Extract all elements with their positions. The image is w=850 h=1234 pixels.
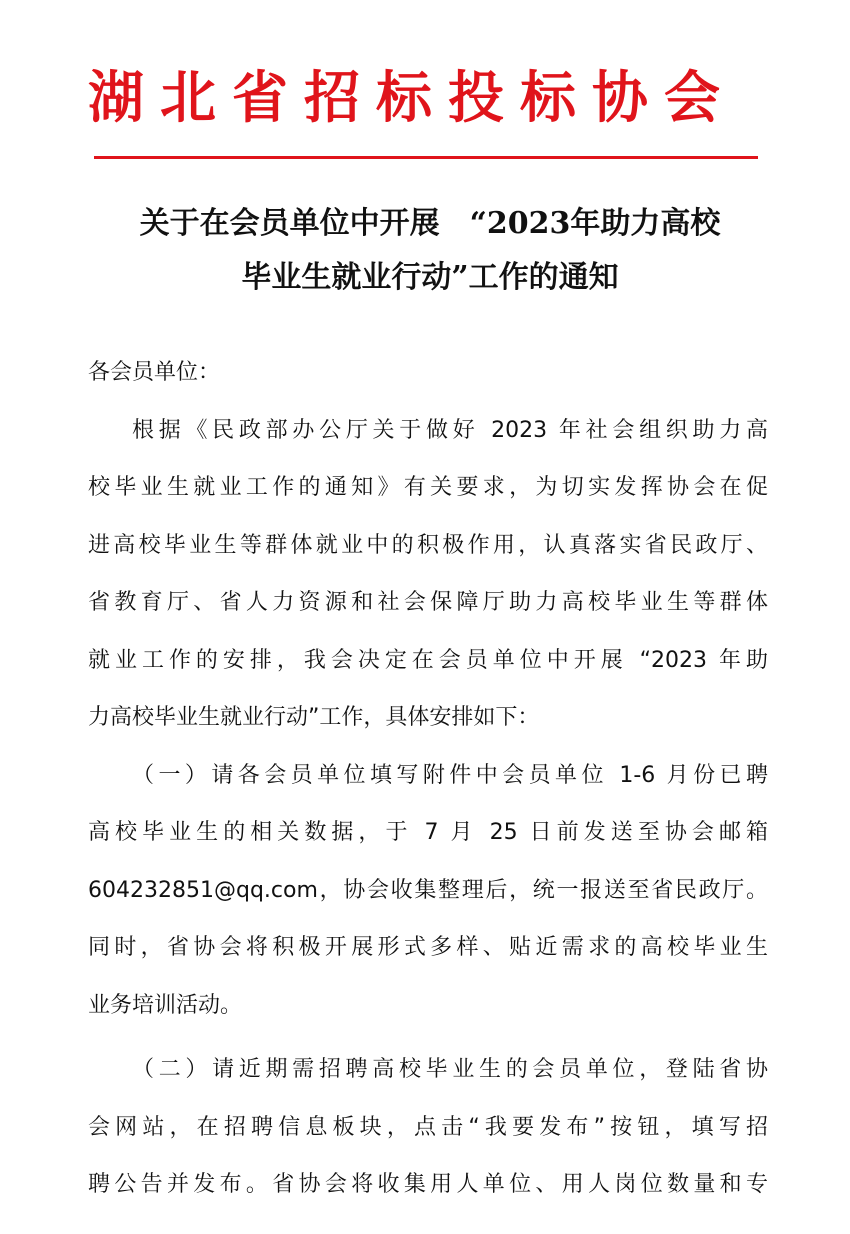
salutation: 各会员单位：: [88, 360, 221, 385]
item1-line-5: 业务培训活动。: [88, 992, 243, 1018]
item1-line-2: 高校毕业生的相关数据，于 7 月 25 日前发送至协会邮箱: [88, 820, 768, 845]
intro-line-4: 省教育厅、省人力资源和社会保障厅助力高校毕业生等群体: [88, 590, 768, 615]
paragraph-gap: [88, 1034, 768, 1041]
notice-title-line-1: 关于在会员单位中开展 “2023年助力高校: [139, 206, 721, 241]
item2-line-2: 会网站，在招聘信息板块，点击“我要发布”按钮，填写招: [88, 1114, 768, 1140]
intro-line-3: 进高校毕业生等群体就业中的积极作用，认真落实省民政厅、: [88, 532, 768, 558]
intro-line-1: 根据《民政部办公厅关于做好 2023 年社会组织助力高: [132, 417, 768, 443]
letterhead-title: 湖北省招标投标协会: [88, 65, 736, 131]
notice-title-line-2: 毕业生就业行动”工作的通知: [241, 260, 619, 295]
letterhead-divider: [94, 156, 758, 159]
item1-line-4: 同时，省协会将积极开展形式多样、贴近需求的高校毕业生: [88, 935, 768, 960]
item1-line-1: （一）请各会员单位填写附件中会员单位 1-6 月份已聘: [132, 762, 768, 788]
intro-line-2: 校毕业生就业工作的通知》有关要求，为切实发挥协会在促: [88, 475, 768, 500]
intro-line-6: 力高校毕业生就业行动”工作，具体安排如下：: [88, 705, 540, 730]
item2-line-3: 聘公告并发布。省协会将收集用人单位、用人岗位数量和专: [88, 1172, 768, 1197]
item2-line-1: （二）请近期需招聘高校毕业生的会员单位，登陆省协: [132, 1057, 768, 1082]
item1-line-3: 604232851@qq.com，协会收集整理后，统一报送至省民政厅。: [88, 877, 768, 903]
intro-line-5: 就业工作的安排，我会决定在会员单位中开展 “2023 年助: [88, 647, 768, 673]
notice-body: [88, 344, 768, 1214]
